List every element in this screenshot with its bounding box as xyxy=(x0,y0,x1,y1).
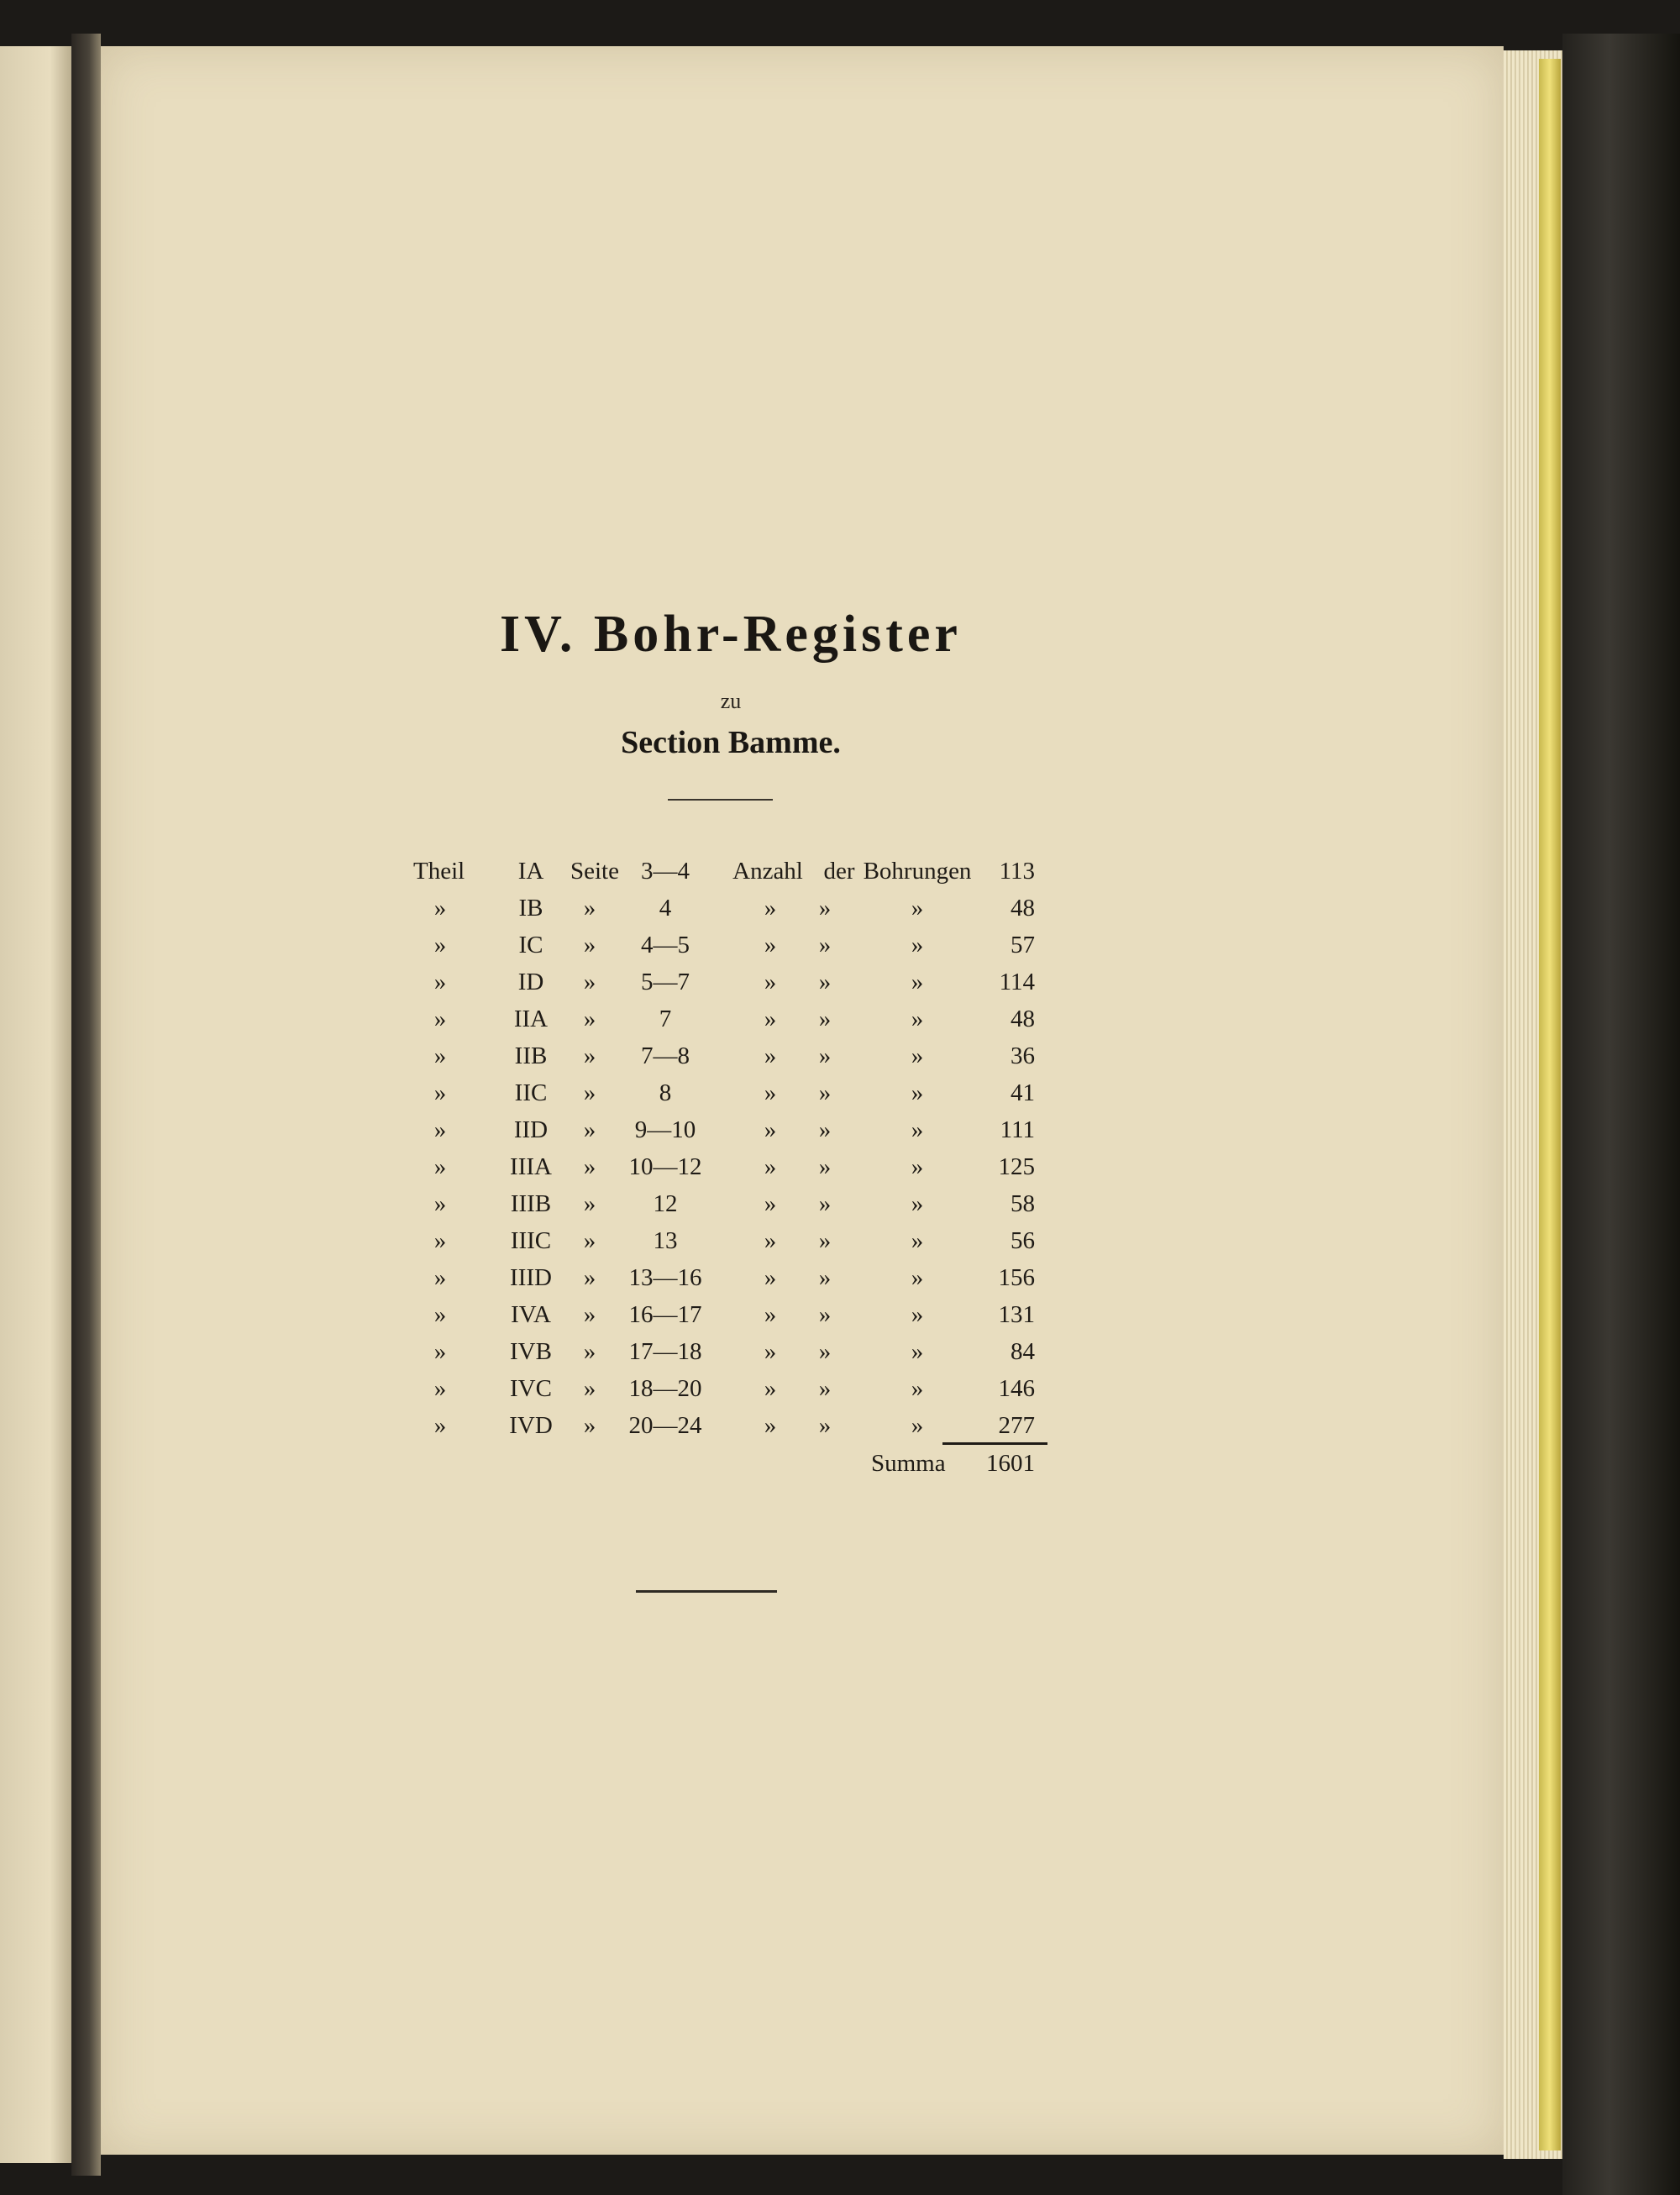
ditto-der: » xyxy=(818,1338,832,1365)
ditto-seite: » xyxy=(583,1375,596,1402)
pages-cell: 10—12 xyxy=(628,1153,702,1180)
part-cell: IVC xyxy=(510,1375,552,1402)
ditto-bohrungen: » xyxy=(911,1338,924,1365)
ditto-der: » xyxy=(818,969,832,995)
ditto-seite: » xyxy=(583,1338,596,1365)
table-row xyxy=(405,1222,1047,1259)
ditto-der: » xyxy=(818,1153,832,1180)
ditto-anzahl: » xyxy=(764,895,777,922)
summa-label: Summa xyxy=(871,1450,946,1477)
table-row xyxy=(405,1296,1047,1333)
summa-row xyxy=(405,1445,1047,1482)
part-cell: IIA xyxy=(513,1006,549,1032)
anzahl-label: Anzahl xyxy=(732,858,803,885)
register-rows xyxy=(405,890,1047,1444)
ditto-seite: » xyxy=(583,1264,596,1291)
ditto-seite: » xyxy=(583,1301,596,1328)
ditto-anzahl: » xyxy=(764,932,777,958)
ditto-der: » xyxy=(818,1006,832,1032)
ditto-bohrungen: » xyxy=(911,1412,924,1439)
part-cell: IVA xyxy=(511,1301,551,1328)
ditto-seite: » xyxy=(583,1006,596,1032)
ditto-bohrungen: » xyxy=(911,1375,924,1402)
ditto-theil: » xyxy=(433,1301,447,1328)
ditto-theil: » xyxy=(433,1116,447,1143)
ditto-seite: » xyxy=(583,932,596,958)
title-conjunction: zu xyxy=(720,689,742,713)
ditto-der: » xyxy=(818,1264,832,1291)
bohr-register-table xyxy=(405,853,1047,1482)
ditto-anzahl: » xyxy=(764,1412,777,1439)
der-label: der xyxy=(823,858,855,885)
ditto-bohrungen: » xyxy=(911,932,924,958)
divider-rule-bottom xyxy=(636,1590,777,1593)
table-row xyxy=(405,1111,1047,1148)
count-cell: 146 xyxy=(998,1375,1035,1402)
ditto-der: » xyxy=(818,1079,832,1106)
part-cell: IIB xyxy=(514,1042,548,1069)
count-cell: 56 xyxy=(1011,1227,1035,1254)
ditto-anzahl: » xyxy=(764,1042,777,1069)
ditto-seite: » xyxy=(583,1116,596,1143)
ditto-theil: » xyxy=(433,895,447,922)
ditto-der: » xyxy=(818,1412,832,1439)
ditto-der: » xyxy=(818,1190,832,1217)
table-row xyxy=(405,1148,1047,1185)
ditto-bohrungen: » xyxy=(911,1079,924,1106)
ditto-bohrungen: » xyxy=(911,969,924,995)
pages-cell: 8 xyxy=(659,1079,672,1106)
ditto-seite: » xyxy=(583,1079,596,1106)
count-cell: 36 xyxy=(1011,1042,1035,1069)
ditto-theil: » xyxy=(433,1153,447,1180)
ditto-anzahl: » xyxy=(764,1190,777,1217)
ditto-seite: » xyxy=(583,969,596,995)
pages-cell: 4—5 xyxy=(641,932,690,958)
table-row xyxy=(405,927,1047,964)
ditto-anzahl: » xyxy=(764,1153,777,1180)
table-row xyxy=(405,890,1047,927)
ditto-theil: » xyxy=(433,1190,447,1217)
ditto-seite: » xyxy=(583,1153,596,1180)
part-cell: IC xyxy=(518,932,543,958)
ditto-theil: » xyxy=(433,969,447,995)
ditto-theil: » xyxy=(433,1079,447,1106)
table-row xyxy=(405,964,1047,1000)
count-cell: 114 xyxy=(999,969,1035,995)
table-row xyxy=(405,1074,1047,1111)
table-row-header xyxy=(405,853,1047,890)
part-cell: IIC xyxy=(514,1079,548,1106)
table-row xyxy=(405,1333,1047,1370)
ditto-bohrungen: » xyxy=(911,1301,924,1328)
ditto-anzahl: » xyxy=(764,1227,777,1254)
pages-cell: 7 xyxy=(659,1006,672,1032)
count-cell: 111 xyxy=(1000,1116,1035,1143)
ditto-anzahl: » xyxy=(764,1375,777,1402)
ditto-anzahl: » xyxy=(764,1264,777,1291)
part-cell: IIIA xyxy=(510,1153,552,1180)
count-cell: 57 xyxy=(1011,932,1035,958)
part-cell: IA xyxy=(517,858,544,885)
ditto-bohrungen: » xyxy=(911,1116,924,1143)
theil-label: Theil xyxy=(413,858,465,885)
count-cell: 48 xyxy=(1011,895,1035,922)
ditto-bohrungen: » xyxy=(911,1153,924,1180)
ditto-anzahl: » xyxy=(764,1116,777,1143)
book-cover xyxy=(1562,34,1680,2195)
pages-cell: 16—17 xyxy=(628,1301,702,1328)
ditto-der: » xyxy=(818,1301,832,1328)
count-cell: 41 xyxy=(1011,1079,1035,1106)
pages-cell: 9—10 xyxy=(634,1116,696,1143)
pages-cell: 17—18 xyxy=(628,1338,702,1365)
count-cell: 277 xyxy=(998,1412,1035,1439)
ditto-bohrungen: » xyxy=(911,1190,924,1217)
part-cell: IVD xyxy=(509,1412,553,1439)
count-cell: 113 xyxy=(999,858,1035,885)
ditto-der: » xyxy=(818,1116,832,1143)
table-row xyxy=(405,1037,1047,1074)
pages-cell: 4 xyxy=(659,895,672,922)
ditto-theil: » xyxy=(433,1264,447,1291)
ditto-anzahl: » xyxy=(764,969,777,995)
count-cell: 58 xyxy=(1011,1190,1035,1217)
ditto-anzahl: » xyxy=(764,1079,777,1106)
ditto-der: » xyxy=(818,895,832,922)
ditto-seite: » xyxy=(583,1042,596,1069)
ditto-theil: » xyxy=(433,1042,447,1069)
ditto-der: » xyxy=(818,932,832,958)
ditto-der: » xyxy=(818,1375,832,1402)
pages-cell: 5—7 xyxy=(641,969,690,995)
table-row xyxy=(405,1259,1047,1296)
pages-cell: 18—20 xyxy=(628,1375,702,1402)
ditto-seite: » xyxy=(583,1412,596,1439)
part-cell: IIID xyxy=(510,1264,552,1291)
count-cell: 156 xyxy=(998,1264,1035,1291)
ditto-bohrungen: » xyxy=(911,1042,924,1069)
table-row xyxy=(405,1185,1047,1222)
ditto-bohrungen: » xyxy=(911,1227,924,1254)
ditto-bohrungen: » xyxy=(911,895,924,922)
summa-value: 1601 xyxy=(986,1450,1035,1477)
bohrungen-label: Bohrungen xyxy=(863,858,972,885)
left-page-edge xyxy=(0,46,71,2163)
table-row xyxy=(405,1370,1047,1407)
ditto-theil: » xyxy=(433,1412,447,1439)
ditto-der: » xyxy=(818,1042,832,1069)
ditto-anzahl: » xyxy=(764,1338,777,1365)
ditto-bohrungen: » xyxy=(911,1006,924,1032)
part-cell: IVB xyxy=(510,1338,552,1365)
ditto-theil: » xyxy=(433,1338,447,1365)
ditto-theil: » xyxy=(433,1006,447,1032)
part-cell: ID xyxy=(517,969,544,995)
count-cell: 84 xyxy=(1011,1338,1035,1365)
book-gutter xyxy=(71,34,101,2176)
pages-cell: 12 xyxy=(653,1190,678,1217)
count-cell: 125 xyxy=(998,1153,1035,1180)
ditto-seite: » xyxy=(583,1227,596,1254)
ditto-der: » xyxy=(818,1227,832,1254)
part-cell: IB xyxy=(518,895,543,922)
ditto-anzahl: » xyxy=(764,1301,777,1328)
ditto-bohrungen: » xyxy=(911,1264,924,1291)
count-cell: 48 xyxy=(1011,1006,1035,1032)
part-cell: IIIC xyxy=(510,1227,552,1254)
part-cell: IIIB xyxy=(510,1190,552,1217)
register-title: IV. Bohr-Register xyxy=(500,606,962,663)
section-title: Section Bamme. xyxy=(621,725,841,760)
pages-cell: 13—16 xyxy=(628,1264,702,1291)
table-row xyxy=(405,1000,1047,1037)
ditto-seite: » xyxy=(583,895,596,922)
seite-label: Seite xyxy=(570,858,619,885)
table-row xyxy=(405,1407,1047,1444)
divider-rule-top xyxy=(668,799,773,801)
pages-cell: 7—8 xyxy=(641,1042,690,1069)
ditto-theil: » xyxy=(433,1375,447,1402)
ditto-theil: » xyxy=(433,932,447,958)
part-cell: IID xyxy=(513,1116,549,1143)
ditto-seite: » xyxy=(583,1190,596,1217)
pages-cell: 3—4 xyxy=(641,858,690,885)
pages-cell: 20—24 xyxy=(628,1412,702,1439)
ditto-anzahl: » xyxy=(764,1006,777,1032)
pages-cell: 13 xyxy=(653,1227,678,1254)
ditto-theil: » xyxy=(433,1227,447,1254)
gilt-edge xyxy=(1539,59,1561,2150)
count-cell: 131 xyxy=(998,1301,1035,1328)
